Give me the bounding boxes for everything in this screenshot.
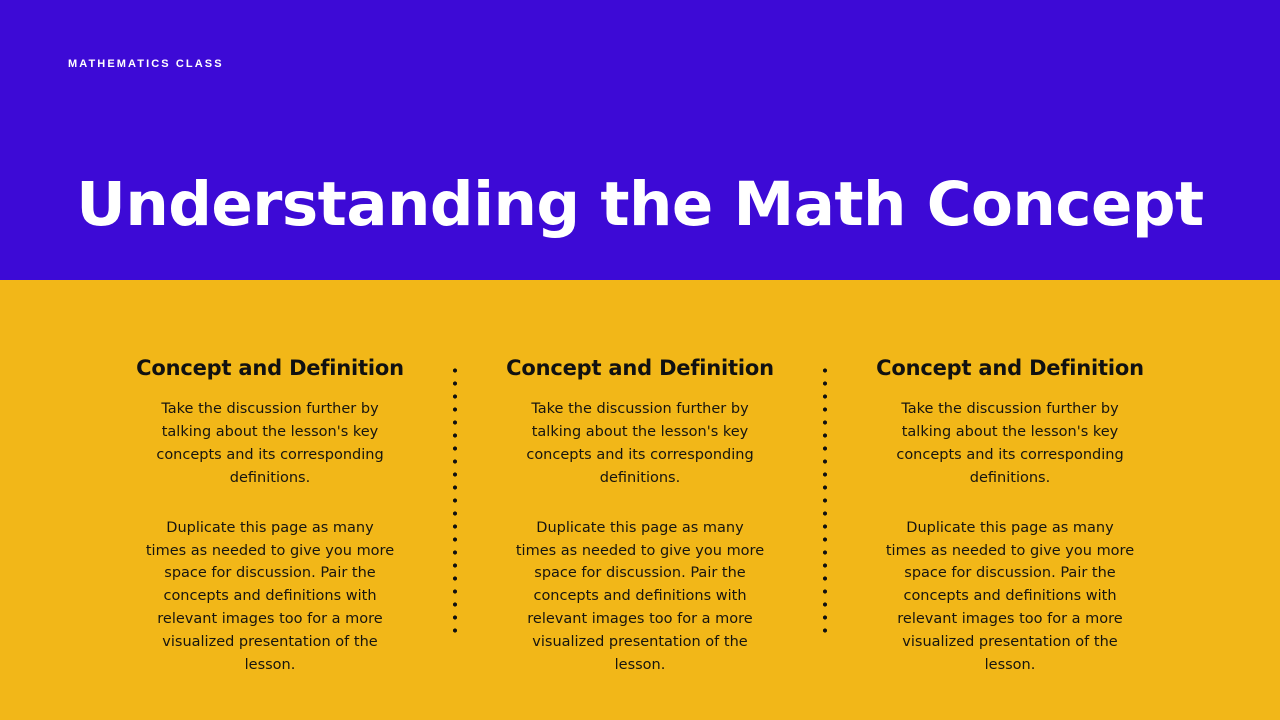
concept-column-3 <box>860 356 1160 677</box>
concept-paragraph-primary: Take the discussion further by talking about the lesson's key concepts and its corresponding definitions. <box>156 401 384 486</box>
concept-paragraph-secondary: Duplicate this page as many times as needed to give you more space for discussion. Pair the concepts and definitions with relevant images too for a more visualized presentation of the lesson. <box>515 519 765 674</box>
concept-paragraph-secondary: Duplicate this page as many times as needed to give you more space for discussion. Pair the concepts and definitions with relevant images too for a more visualized presentation of the lesson. <box>145 519 395 674</box>
concept-heading: Concept and Definition <box>506 356 774 380</box>
dotted-divider-icon <box>822 364 828 640</box>
concept-paragraph-primary: Take the discussion further by talking about the lesson's key concepts and its corresponding definitions. <box>896 401 1124 486</box>
concept-heading: Concept and Definition <box>136 356 404 380</box>
slide-header <box>0 0 1280 280</box>
slide-body <box>0 280 1280 720</box>
concept-paragraph-primary: Take the discussion further by talking about the lesson's key concepts and its corresponding definitions. <box>526 401 754 486</box>
course-label: MATHEMATICS CLASS <box>68 58 224 70</box>
concept-heading: Concept and Definition <box>876 356 1144 380</box>
concept-column-2 <box>490 356 790 677</box>
dotted-divider-icon <box>452 364 458 640</box>
page-title: Understanding the Math Concept <box>76 168 1204 240</box>
concept-paragraph-secondary: Duplicate this page as many times as needed to give you more space for discussion. Pair the concepts and definitions with relevant images too for a more visualized presentation of the lesson. <box>885 519 1135 674</box>
concept-column-1 <box>120 356 420 677</box>
